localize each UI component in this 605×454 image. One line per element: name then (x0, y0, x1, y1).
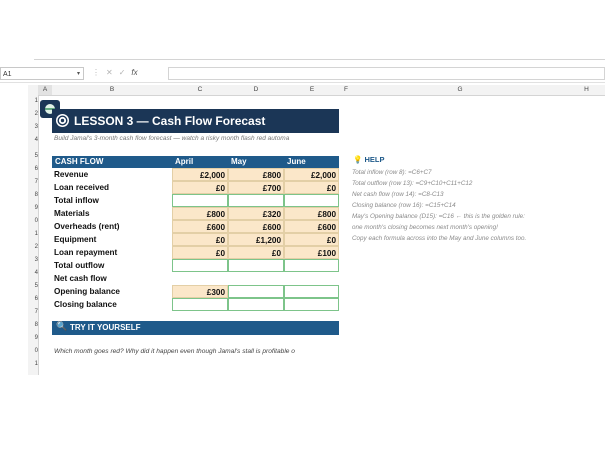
table-cell[interactable]: £600 (228, 220, 284, 233)
table-cell[interactable] (284, 272, 339, 285)
row-header[interactable]: 6 (34, 166, 38, 172)
month-header-june: June (284, 156, 339, 168)
formula-buttons (92, 68, 138, 77)
column-header-a[interactable]: A (38, 85, 52, 96)
row-label: Total inflow (54, 196, 99, 205)
cashflow-header: CASH FLOW (52, 156, 172, 168)
table-cell[interactable]: £600 (284, 220, 339, 233)
help-line: Total inflow (row 8): =C6+C7 (352, 169, 432, 176)
row-header[interactable]: 7 (34, 309, 38, 315)
table-cell[interactable] (228, 298, 284, 311)
month-header-april: April (172, 156, 228, 168)
chevron-down-icon[interactable]: ▾ (76, 71, 80, 77)
table-cell[interactable]: £2,000 (172, 168, 228, 181)
table-cell[interactable] (284, 285, 339, 298)
table-cell[interactable] (172, 259, 228, 272)
column-header-f[interactable]: F (340, 85, 352, 96)
ribbon-divider (34, 59, 605, 60)
enter-icon[interactable]: ✓ (118, 68, 132, 77)
table-cell[interactable] (228, 194, 284, 207)
column-header-c[interactable]: C (172, 85, 228, 96)
table-cell[interactable] (284, 194, 339, 207)
table-cell[interactable]: £600 (172, 220, 228, 233)
table-cell[interactable]: £800 (284, 207, 339, 220)
column-header-e[interactable]: E (284, 85, 340, 96)
row-label: Materials (54, 209, 90, 218)
table-cell[interactable]: £0 (172, 233, 228, 246)
help-line: one month's closing becomes next month's opening! (352, 224, 498, 231)
row-label: Closing balance (54, 300, 117, 309)
table-cell[interactable]: £800 (228, 168, 284, 181)
lesson-banner (52, 109, 339, 133)
table-cell[interactable] (172, 298, 228, 311)
lightbulb-icon: 💡 (353, 155, 363, 164)
month-header-may: May (228, 156, 284, 168)
column-header-b[interactable]: B (52, 85, 172, 96)
table-cell[interactable]: £0 (172, 181, 228, 194)
table-cell[interactable]: £100 (284, 246, 339, 259)
table-cell[interactable]: £0 (172, 246, 228, 259)
row-header[interactable]: 4 (34, 270, 38, 276)
row-label: Net cash flow (54, 274, 107, 283)
cancel-icon[interactable]: ✕ (106, 68, 119, 77)
row-header[interactable]: 2 (34, 111, 38, 117)
help-line: May's Opening balance (D15): =C16 ← this is the golden rule: (352, 213, 525, 220)
row-header[interactable]: 3 (34, 124, 38, 130)
more-icon[interactable]: ⋮ (92, 68, 106, 77)
table-cell[interactable] (284, 259, 339, 272)
table-cell[interactable] (228, 272, 284, 285)
row-header[interactable]: 5 (34, 153, 38, 159)
help-title: HELP (364, 155, 385, 164)
help-line: Net cash flow (row 14): =C8-C13 (352, 191, 444, 198)
row-header[interactable]: 4 (34, 137, 38, 143)
formula-input[interactable] (168, 67, 605, 80)
table-cell[interactable]: £1,200 (228, 233, 284, 246)
row-header[interactable]: 5 (34, 283, 38, 289)
magnifier-icon: 🔍 (56, 321, 68, 331)
row-header[interactable]: 9 (34, 335, 38, 341)
table-cell[interactable]: £0 (284, 233, 339, 246)
column-header-h[interactable]: H (568, 85, 605, 96)
row-label: Overheads (rent) (54, 222, 120, 231)
column-header-g[interactable]: G (352, 85, 568, 96)
lesson-title: LESSON 3 — Cash Flow Forecast (74, 114, 266, 128)
row-header[interactable]: 1 (34, 361, 38, 367)
try-banner (52, 321, 339, 335)
row-label: Revenue (54, 170, 89, 179)
row-label: Loan repayment (54, 248, 118, 257)
target-icon (56, 114, 69, 127)
try-title: TRY IT YOURSELF (70, 323, 141, 332)
row-label: Total outflow (54, 261, 105, 270)
table-cell[interactable]: £700 (228, 181, 284, 194)
row-header[interactable]: 9 (34, 205, 38, 211)
row-header[interactable]: 8 (34, 192, 38, 198)
help-line: Total outflow (row 13): =C9+C10+C11+C12 (352, 180, 473, 187)
column-header-d[interactable]: D (228, 85, 284, 96)
ribbon-area (0, 0, 605, 62)
help-heading (353, 155, 384, 164)
table-cell[interactable]: £800 (172, 207, 228, 220)
table-cell[interactable]: £0 (284, 181, 339, 194)
lesson-subtitle: Build Jamal's 3-month cash flow forecast — watch a risky month flash red automa (54, 135, 290, 142)
row-header[interactable]: 1 (34, 98, 38, 104)
row-header[interactable]: 6 (34, 296, 38, 302)
table-cell[interactable]: £300 (172, 285, 228, 298)
table-cell[interactable]: £320 (228, 207, 284, 220)
row-header[interactable]: 3 (34, 257, 38, 263)
help-line: Copy each formula across into the May and June columns too. (352, 235, 527, 242)
table-cell[interactable] (228, 285, 284, 298)
row-header[interactable]: 0 (34, 348, 38, 354)
row-header[interactable]: 2 (34, 244, 38, 250)
row-header[interactable]: 0 (34, 218, 38, 224)
row-label: Equipment (54, 235, 97, 244)
name-box-value: A1 (3, 71, 12, 78)
row-label: Opening balance (54, 287, 120, 296)
help-line: Closing balance (row 16): =C15+C14 (352, 202, 456, 209)
row-header[interactable]: 8 (34, 322, 38, 328)
table-cell[interactable] (228, 259, 284, 272)
table-cell[interactable]: £0 (228, 246, 284, 259)
try-question: Which month goes red? Why did it happen even though Jamal's stall is profitable o (54, 348, 295, 355)
table-cell[interactable] (172, 194, 228, 207)
table-cell[interactable]: £2,000 (284, 168, 339, 181)
row-header[interactable]: 7 (34, 179, 38, 185)
table-cell[interactable] (172, 272, 228, 285)
table-cell[interactable] (284, 298, 339, 311)
row-header[interactable]: 1 (34, 231, 38, 237)
function-icon[interactable]: fx (131, 68, 138, 77)
name-box[interactable] (0, 67, 84, 80)
row-label: Loan received (54, 183, 110, 192)
